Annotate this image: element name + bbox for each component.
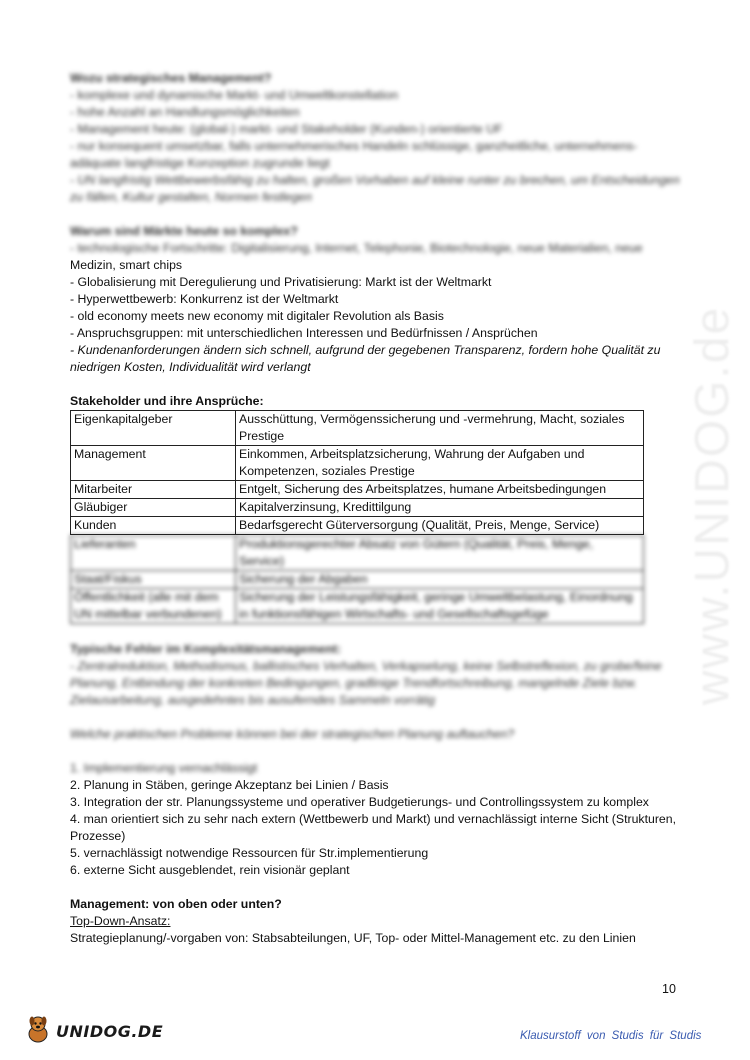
intro-section <box>70 70 680 206</box>
markets-line: - Globalisierung mit Deregulierung und Privatisierung: Markt ist der Weltmarkt <box>70 275 492 289</box>
stakeholder-table-blurred <box>70 535 644 624</box>
dog-mascot-icon <box>24 1014 52 1049</box>
stakeholder-group: Management <box>71 446 236 481</box>
markets-italic-line: - Kundenanforderungen ändern sich schnell, aufgrund der gegebenen Transparenz, fordern hohe Qualität zu niedrigen Kosten, Individualität wird verlangt <box>70 343 661 374</box>
table-row <box>71 411 644 446</box>
problem-item: 2. Planung in Stäben, geringe Akzeptanz bei Linien / Basis <box>70 778 389 792</box>
stakeholder-heading: Stakeholder und ihre Ansprüche: <box>70 394 264 408</box>
stakeholder-group: Staat/Fiskus <box>71 571 236 589</box>
stakeholder-group: Kunden <box>71 517 236 535</box>
stakeholder-claims: Kapitalverzinsung, Kredittilgung <box>236 499 644 517</box>
stakeholder-group: Lieferanten <box>71 536 236 571</box>
problem-item: 6. externe Sicht ausgeblendet, rein visionär geplant <box>70 863 350 877</box>
management-text: Strategieplanung/-vorgaben von: Stabsabteilungen, UF, Top- oder Mittel-Management etc. zu den Linien <box>70 931 636 945</box>
footer-slogan: Klausurstoff von Studis für Studis <box>520 1030 702 1042</box>
stakeholder-claims: Sicherung der Leistungsfähigkeit, geringe Umweltbelastung, Einordnung in funktionsfähigen Wirtschafts- und Gesellschaftsgefüge <box>236 589 644 624</box>
markets-line: Medizin, smart chips <box>70 258 183 272</box>
intro-line: - Management heute: (global-) markt- und Stakeholder (Kunden-) orientierte UF <box>70 122 503 136</box>
stakeholder-section <box>70 393 680 624</box>
table-row <box>71 481 644 499</box>
markets-heading: Warum sind Märkte heute so komplex? <box>70 224 298 238</box>
markets-blurred-line: - technologische Fortschritte: Digitalisierung, Internet, Telephonie, Biotechnologie, neue Materialien, neue <box>70 241 643 255</box>
stakeholder-claims: Produktionsgerechter Absatz von Gütern (Qualität, Preis, Menge, Service) <box>236 536 644 571</box>
stakeholder-group: Eigenkapitalgeber <box>71 411 236 446</box>
errors-text: - Zentralreduktion, Methodismus, ballistisches Verhalten, Verkapselung, keine Selbstreflexion, zu grobe/feine Planung, Entbindung der konkreten Bedingungen, gradlinige Trendfortschreibung, mangelnde Ziele bzw. Zielausarbeitung, ausgedehntes bis ausuferndes Sammeln vorrätig <box>70 659 662 707</box>
page-number: 10 <box>662 982 676 996</box>
intro-line: - nur konsequent umsetzbar, falls unternehmerisches Handeln schlüssige, ganzheitliche, unternehmens-adäquate langfristige Konzeption zugrunde liegt <box>70 139 638 170</box>
table-row <box>71 571 644 589</box>
watermark <box>683 280 743 730</box>
page-content <box>70 70 680 947</box>
intro-line: - komplexe und dynamische Markt- und Umweltkonstellation <box>70 88 399 102</box>
problem-item: 4. man orientiert sich zu sehr nach extern (Wettbewerb und Markt) und vernachlässigt interne Sicht (Strukturen, Prozesse) <box>70 812 677 843</box>
stakeholder-table <box>70 410 644 535</box>
stakeholder-claims: Bedarfsgerecht Güterversorgung (Qualität, Preis, Menge, Service) <box>236 517 644 535</box>
errors-heading: Typische Fehler im Komplexitätsmanagement: <box>70 642 342 656</box>
stakeholder-claims: Ausschüttung, Vermögenssicherung und -vermehrung, Macht, soziales Prestige <box>236 411 644 446</box>
unidog-logo <box>24 1012 164 1050</box>
intro-line: - UN langfristig Wettbewerbsfähig zu halten, großen Vorhaben auf kleine runter zu brechen, um Entscheidungen zu fällen, Kultur gestalten, Normen festlegen <box>70 173 680 204</box>
table-row <box>71 517 644 535</box>
logo-text: UNIDOG.DE <box>56 1021 164 1041</box>
stakeholder-claims: Entgelt, Sicherung des Arbeitsplatzes, humane Arbeitsbedingungen <box>236 481 644 499</box>
problems-blurred-item: 1. Implementierung vernachlässigt <box>70 761 258 775</box>
management-section <box>70 896 680 947</box>
management-subheading: Top-Down-Ansatz: <box>70 914 171 928</box>
management-heading: Management: von oben oder unten? <box>70 897 282 911</box>
markets-line: - Anspruchsgruppen: mit unterschiedlichen Interessen und Bedürfnissen / Ansprüchen <box>70 326 538 340</box>
markets-line: - old economy meets new economy mit digitaler Revolution als Basis <box>70 309 444 323</box>
table-row <box>71 499 644 517</box>
markets-line: - Hyperwettbewerb: Konkurrenz ist der Weltmarkt <box>70 292 339 306</box>
stakeholder-group: Mitarbeiter <box>71 481 236 499</box>
stakeholder-claims: Einkommen, Arbeitsplatzsicherung, Wahrung der Aufgaben und Kompetenzen, soziales Prestige <box>236 446 644 481</box>
table-row <box>71 589 644 624</box>
stakeholder-claims: Sicherung der Abgaben <box>236 571 644 589</box>
errors-section <box>70 641 680 709</box>
table-row <box>71 536 644 571</box>
stakeholder-group: Öffentlichkeit (alle mit dem UN mittelbar verbundenen) <box>71 589 236 624</box>
problems-section <box>70 726 680 879</box>
intro-heading: Wozu strategisches Management? <box>70 71 272 85</box>
problem-item: 3. Integration der str. Planungssysteme und operativer Budgetierungs- und Controllingssystem zu komplex <box>70 795 649 809</box>
stakeholder-group: Gläubiger <box>71 499 236 517</box>
problems-question: Welche praktischen Probleme können bei der strategischen Planung auftauchen? <box>70 727 515 741</box>
watermark-text: www.UNIDOG.de <box>686 305 740 705</box>
problem-item: 5. vernachlässigt notwendige Ressourcen für Str.implementierung <box>70 846 429 860</box>
markets-section <box>70 223 680 376</box>
intro-line: - hohe Anzahl an Handlungsmöglichkeiten <box>70 105 300 119</box>
table-row <box>71 446 644 481</box>
